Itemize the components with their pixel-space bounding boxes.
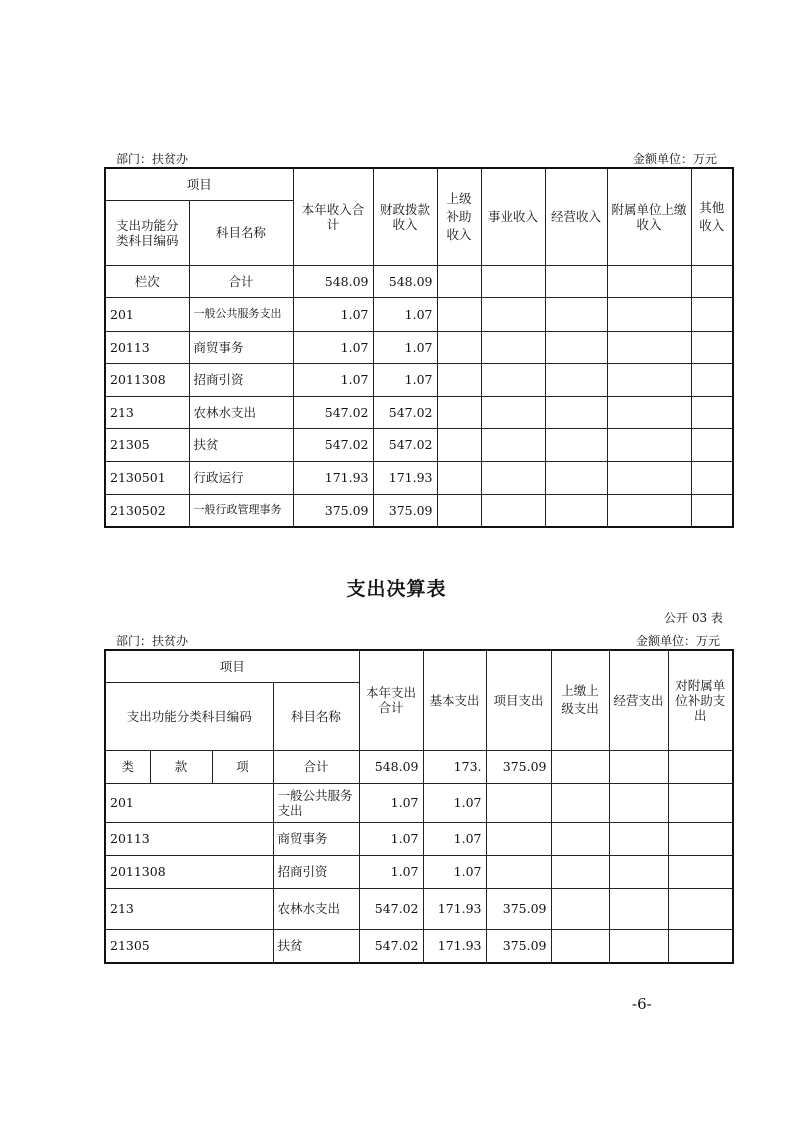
row-name: 一般公共服务支出 xyxy=(189,297,293,331)
table-row xyxy=(105,297,733,331)
header-subject-name: 科目名称 xyxy=(189,200,293,265)
header-operating-expenditure: 经营支出 xyxy=(609,650,668,750)
row-project xyxy=(486,855,551,888)
row-total: 171.93 xyxy=(293,461,373,494)
row-code: 20113 xyxy=(105,331,189,363)
row-total: 1.07 xyxy=(293,363,373,396)
header-year-income: 本年收入合计 xyxy=(293,168,373,265)
row-name: 扶贫 xyxy=(273,929,359,963)
header-year-expenditure: 本年支出合计 xyxy=(359,650,423,750)
header-fiscal-income: 财政拨款收入 xyxy=(373,168,437,265)
header-upper-subsidy: 上级补助收入 xyxy=(437,168,481,265)
row-basic: 171.93 xyxy=(423,929,486,963)
row-fiscal: 171.93 xyxy=(373,461,437,494)
header-func-code: 支出功能分类科目编码 xyxy=(105,200,189,265)
row-fiscal: 547.02 xyxy=(373,396,437,428)
row-code: 2130501 xyxy=(105,461,189,494)
row-total: 1.07 xyxy=(293,331,373,363)
row-code: 2011308 xyxy=(105,363,189,396)
table-row xyxy=(105,428,733,461)
row-name: 合计 xyxy=(189,265,293,297)
row-code: 2130502 xyxy=(105,494,189,527)
row-code: 2011308 xyxy=(105,855,273,888)
table-row xyxy=(105,265,733,297)
row-basic: 1.07 xyxy=(423,783,486,822)
income-table xyxy=(104,167,734,528)
row-name: 行政运行 xyxy=(189,461,293,494)
row-total: 548.09 xyxy=(293,265,373,297)
table-row xyxy=(105,494,733,527)
table-row xyxy=(105,822,733,855)
row-total: 375.09 xyxy=(293,494,373,527)
row-code: 栏次 xyxy=(105,265,189,297)
row-fiscal: 548.09 xyxy=(373,265,437,297)
page-number: -6- xyxy=(632,995,652,1013)
header-affiliated-income: 附属单位上缴收入 xyxy=(607,168,691,265)
header-func-code: 支出功能分类科目编码 xyxy=(105,682,273,750)
row-project: 375.09 xyxy=(486,750,551,783)
row-basic: 1.07 xyxy=(423,855,486,888)
row-code: 201 xyxy=(105,783,273,822)
row-total: 547.02 xyxy=(359,929,423,963)
table-row xyxy=(105,461,733,494)
row-name: 合计 xyxy=(273,750,359,783)
row-name: 一般公共服务支出 xyxy=(273,783,359,822)
row-code: 213 xyxy=(105,888,273,929)
expenditure-table-title: 支出决算表 xyxy=(346,578,447,600)
col-xiang: 项 xyxy=(212,750,273,783)
bottom-unit-label: 金额单位：万元 xyxy=(636,634,721,648)
row-total: 1.07 xyxy=(359,822,423,855)
row-total: 548.09 xyxy=(359,750,423,783)
form-number: 公开 03 表 xyxy=(664,611,723,625)
row-project xyxy=(486,783,551,822)
row-basic: 171.93 xyxy=(423,888,486,929)
table-row xyxy=(105,888,733,929)
table-row xyxy=(105,750,733,783)
row-name: 扶贫 xyxy=(189,428,293,461)
header-career-income: 事业收入 xyxy=(481,168,545,265)
expenditure-table xyxy=(104,649,734,964)
row-project: 375.09 xyxy=(486,888,551,929)
row-name: 农林水支出 xyxy=(273,888,359,929)
row-basic: 173. xyxy=(423,750,486,783)
bottom-dept-label: 部门：扶贫办 xyxy=(116,634,189,648)
row-name: 农林水支出 xyxy=(189,396,293,428)
header-other-income: 其他收入 xyxy=(691,168,733,265)
row-basic: 1.07 xyxy=(423,822,486,855)
header-basic-expenditure: 基本支出 xyxy=(423,650,486,750)
row-fiscal: 1.07 xyxy=(373,331,437,363)
header-subject-name: 科目名称 xyxy=(273,682,359,750)
header-upper-payment: 上缴上级支出 xyxy=(551,650,609,750)
table-row xyxy=(105,331,733,363)
row-fiscal: 547.02 xyxy=(373,428,437,461)
row-name: 商贸事务 xyxy=(189,331,293,363)
table-row xyxy=(105,363,733,396)
row-name: 一般行政管理事务 xyxy=(189,494,293,527)
row-name: 招商引资 xyxy=(273,855,359,888)
top-unit-label: 金额单位：万元 xyxy=(633,152,718,166)
row-fiscal: 1.07 xyxy=(373,297,437,331)
row-total: 1.07 xyxy=(293,297,373,331)
col-kuan: 款 xyxy=(150,750,212,783)
row-code: 21305 xyxy=(105,929,273,963)
row-total: 1.07 xyxy=(359,855,423,888)
col-class: 类 xyxy=(105,750,150,783)
row-project: 375.09 xyxy=(486,929,551,963)
row-total: 547.02 xyxy=(293,396,373,428)
table-row xyxy=(105,855,733,888)
row-code: 213 xyxy=(105,396,189,428)
header-operating-income: 经营收入 xyxy=(545,168,607,265)
row-code: 21305 xyxy=(105,428,189,461)
header-item: 项目 xyxy=(105,168,293,200)
table-row xyxy=(105,783,733,822)
row-project xyxy=(486,822,551,855)
row-total: 547.02 xyxy=(293,428,373,461)
row-code: 201 xyxy=(105,297,189,331)
row-fiscal: 375.09 xyxy=(373,494,437,527)
header-project-expenditure: 项目支出 xyxy=(486,650,551,750)
row-total: 547.02 xyxy=(359,888,423,929)
row-code: 20113 xyxy=(105,822,273,855)
header-item: 项目 xyxy=(105,650,359,682)
table-row xyxy=(105,929,733,963)
table-row xyxy=(105,396,733,428)
top-dept-label: 部门：扶贫办 xyxy=(116,152,189,166)
row-name: 商贸事务 xyxy=(273,822,359,855)
header-affiliated-subsidy: 对附属单位补助支出 xyxy=(668,650,733,750)
row-name: 招商引资 xyxy=(189,363,293,396)
row-fiscal: 1.07 xyxy=(373,363,437,396)
row-total: 1.07 xyxy=(359,783,423,822)
